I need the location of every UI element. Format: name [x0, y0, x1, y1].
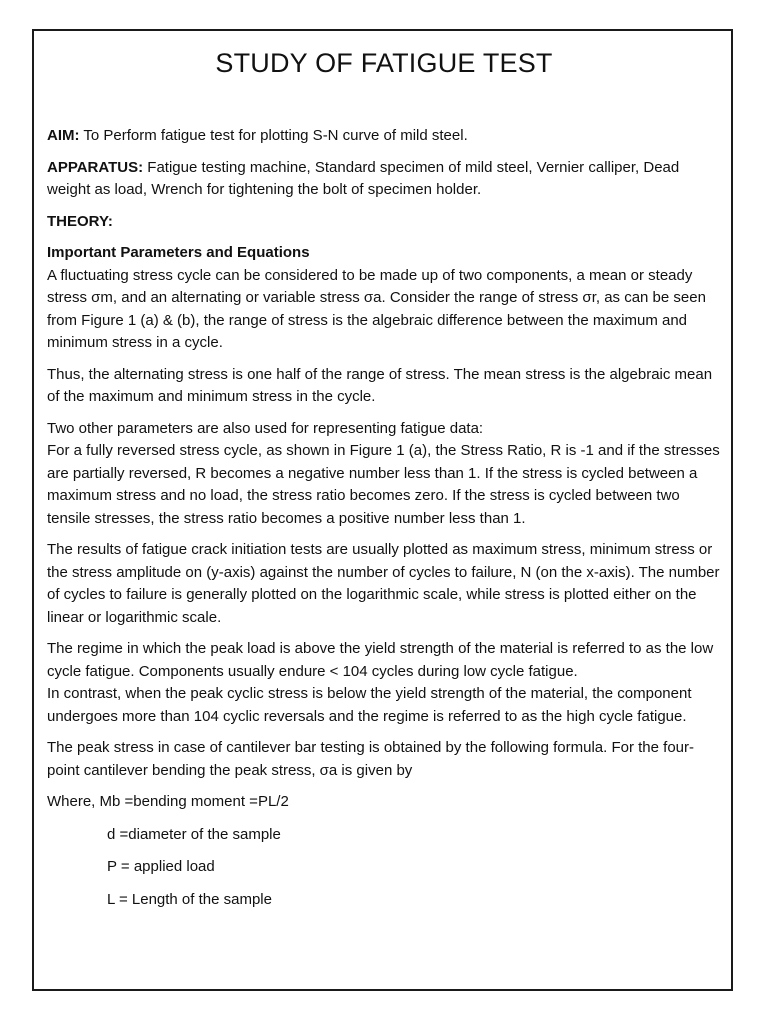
- definition-length: L = Length of the sample: [107, 890, 272, 908]
- parameters-paragraph-1: A fluctuating stress cycle can be considered to be made up of two components, a mean or steady stress σm, and an alternating or variable stress σa. Consider the range of stress σr, as can be seen from Figure 1 (a) & (b), the range of stress is the algebraic difference between the maximum and minimum stress in a cycle.: [47, 266, 706, 351]
- apparatus-paragraph: [47, 157, 722, 202]
- apparatus-text: Fatigue testing machine, Standard specimen of mild steel, Vernier calliper, Dead weight as load, Wrench for tightening the bolt of specimen holder.: [47, 158, 680, 198]
- aim-paragraph: [47, 125, 722, 148]
- parameters-paragraph-5b: In contrast, when the peak cyclic stress is below the yield strength of the material, the component undergoes more than 104 cyclic reversals and the regime is referred to as the high cycle fatigue.: [47, 685, 692, 725]
- apparatus-label: APPARATUS:: [47, 158, 144, 176]
- parameters-paragraph-3b: For a fully reversed stress cycle, as shown in Figure 1 (a), the Stress Ratio, R is -1 and if the stresses are partially reversed, R becomes a negative number less than 1. If the stress is cycled between a maximum stress and no load, the stress ratio becomes zero. If the stress is cycled between two tensile stresses, the stress ratio becomes a positive number less than 1.: [47, 442, 720, 527]
- aim-label: AIM:: [47, 127, 80, 144]
- parameters-heading: Important Parameters and Equations: [47, 244, 310, 261]
- aim-text: To Perform fatigue test for plotting S-N curve of mild steel.: [83, 127, 468, 144]
- definition-where: Where, Mb =bending moment =PL/2: [47, 793, 289, 810]
- parameters-paragraph-3a: Two other parameters are also used for representing fatigue data:: [47, 419, 484, 437]
- parameters-paragraph-2: Thus, the alternating stress is one half of the range of stress. The mean stress is the algebraic mean of the maximum and minimum stress in the cycle.: [47, 365, 713, 405]
- theory-heading: THEORY:: [47, 212, 113, 230]
- document-body: [47, 125, 722, 921]
- document-title: STUDY OF FATIGUE TEST: [215, 48, 553, 78]
- parameters-paragraph-6: The peak stress in case of cantilever bar testing is obtained by the following formula. For the four-point cantilever bending the peak stress, σa is given by: [47, 739, 694, 779]
- parameters-paragraph-4: The results of fatigue crack initiation tests are usually plotted as maximum stress, minimum stress or the stress amplitude on (y-axis) against the number of cycles to failure, N (on the x-axis). The number of cycles to failure is generally plotted on the logarithmic scale, while stress is plotted either on the linear or logarithmic scale.: [47, 541, 720, 626]
- parameters-paragraph-5a: The regime in which the peak load is above the yield strength of the material is referred to as the low cycle fatigue. Components usually endure < 104 cycles during low cycle fatigue.: [47, 640, 714, 680]
- definition-diameter: d =diameter of the sample: [107, 825, 281, 843]
- definition-load: P = applied load: [107, 858, 215, 875]
